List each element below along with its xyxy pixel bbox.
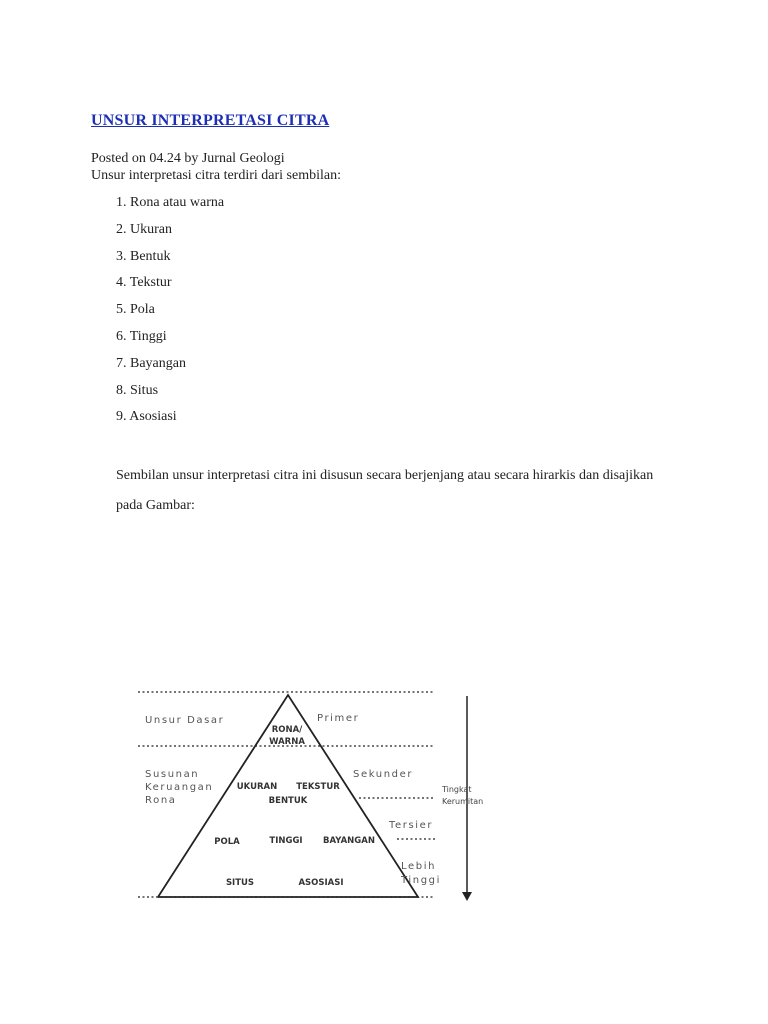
pyramid-label-bayangan: BAYANGAN [323,836,375,846]
list-item: 5. Pola [116,302,155,318]
pyramid-label-situs: SITUS [225,878,255,888]
post-meta: Posted on 04.24 by Jurnal Geologi [91,151,285,166]
list-item: 1. Rona atau warna [116,195,225,210]
axis-label-kerumitan: Kerumitan [442,797,484,806]
label-keruangan: Keruangan [145,782,214,793]
pyramid-label-warna: WARNA [269,737,305,747]
pyramid-label-bentuk: BENTUK [268,796,308,806]
post-intro: Unsur interpretasi citra terdiri dari sembilan: [91,168,341,183]
list-item: 9. Asosiasi [116,409,177,425]
label-tersier: Tersier [389,820,434,831]
pyramid-label-rona: RONA/ [271,725,303,735]
list-item: 6. Tinggi [116,328,167,344]
label-sekunder: Sekunder [353,769,414,780]
list-item: 3. Bentuk [116,248,171,264]
label-susunan: Susunan [145,769,200,780]
list-item: 7. Bayangan [116,355,186,371]
hierarchy-paragraph: Sembilan unsur interpretasi citra ini disusun secara berjenjang atau secara hirarkis dan disajikan pada Gambar: [116,468,654,513]
arrow-down-icon [462,892,472,901]
pyramid-label-asosiasi: ASOSIASI [298,878,344,888]
label-lebih: Lebih [401,861,437,872]
pyramid-label-pola: POLA [214,837,240,847]
pyramid-label-tinggi: TINGGI [269,836,303,846]
label-unsur-dasar: Unsur Dasar [145,715,225,726]
list-item: 8. Situs [116,382,159,398]
pyramid-label-tekstur: TEKSTUR [296,782,340,792]
post-title[interactable]: UNSUR INTERPRETASI CITRA [91,112,330,129]
label-tinggi-level: Tinggi [401,875,441,886]
list-item: 4. Tekstur [116,275,172,291]
pyramid-label-ukuran: UKURAN [236,782,278,792]
label-rona: Rona [145,795,177,806]
list-item: 2. Ukuran [116,221,172,237]
label-primer: Primer [317,713,360,724]
element-list [116,194,224,435]
axis-label-tingkat: Tingkat [442,785,472,794]
hierarchy-pyramid-figure [133,686,503,906]
